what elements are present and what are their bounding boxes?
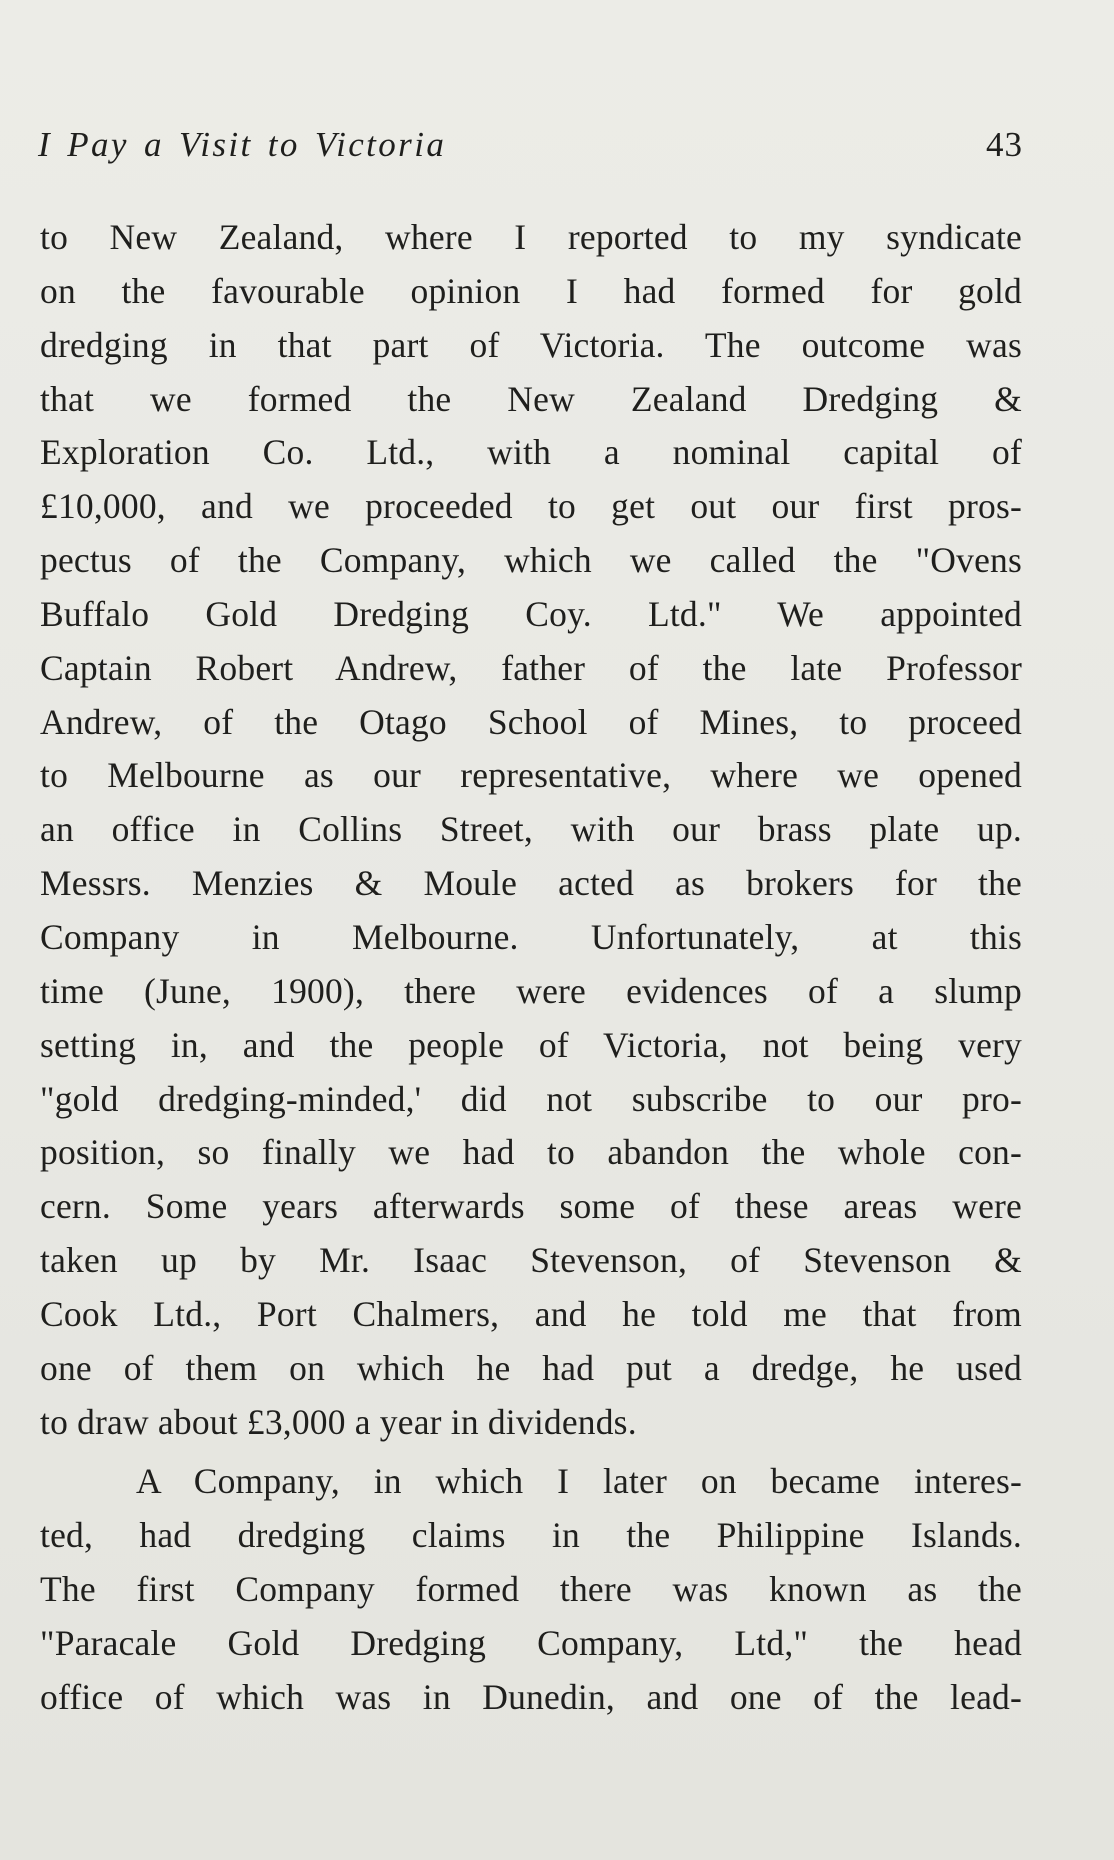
text-line: "gold dredging-minded,' did not subscribe to our pro- [40, 1078, 1022, 1119]
text-line: Buffalo Gold Dredging Coy. Ltd." We appointed [40, 593, 1022, 634]
text-line: dredging in that part of Victoria. The outcome was [40, 324, 1022, 365]
page-number: 43 [986, 125, 1023, 164]
text-line: cern. Some years afterwards some of these areas were [40, 1186, 1022, 1227]
text-line: office of which was in Dunedin, and one of the lead- [40, 1676, 1022, 1717]
text-line: Messrs. Menzies & Moule acted as brokers for the [40, 863, 1022, 904]
paragraph-1 [40, 211, 1022, 1449]
text-line: an office in Collins Street, with our brass plate up. [40, 809, 1022, 850]
text-line: one of them on which he had put a dredge, he used [40, 1347, 1022, 1388]
text-line: to New Zealand, where I reported to my syndicate [40, 217, 1022, 257]
text-line: pectus of the Company, which we called the "Ovens [40, 540, 1022, 581]
text-line: The first Company formed there was known as the [40, 1569, 1022, 1610]
text-line: position, so finally we had to abandon the whole con- [40, 1132, 1022, 1173]
text-line: taken up by Mr. Isaac Stevenson, of Stevenson & [40, 1240, 1022, 1281]
chapter-running-title: I Pay a Visit to Victoria [38, 125, 447, 164]
text-line: Company in Melbourne. Unfortunately, at this [40, 916, 1022, 957]
text-line: that we formed the New Zealand Dredging & [40, 378, 1022, 419]
text-line: Captain Robert Andrew, father of the late Professor [40, 647, 1022, 688]
text-line: Cook Ltd., Port Chalmers, and he told me that from [40, 1293, 1022, 1334]
text-line: Exploration Co. Ltd., with a nominal capital of [40, 432, 1022, 473]
text-line: time (June, 1900), there were evidences of a slump [40, 970, 1022, 1011]
text-line: on the favourable opinion I had formed for gold [40, 270, 1022, 311]
text-line: £10,000, and we proceeded to get out our first pros- [40, 486, 1022, 527]
text-line: "Paracale Gold Dredging Company, Ltd," the head [40, 1622, 1022, 1663]
text-line: ted, had dredging claims in the Philippine Islands. [40, 1515, 1022, 1556]
text-line: A Company, in which I later on became interes- [136, 1461, 1022, 1502]
running-header [38, 120, 1023, 170]
text-line: Andrew, of the Otago School of Mines, to proceed [40, 701, 1022, 742]
text-line: setting in, and the people of Victoria, not being very [40, 1024, 1022, 1065]
paragraph-2 [40, 1455, 1022, 1724]
body-text [40, 211, 1022, 1725]
text-line: to draw about £3,000 a year in dividends. [40, 1401, 637, 1442]
text-line: to Melbourne as our representative, where we opened [40, 755, 1022, 796]
